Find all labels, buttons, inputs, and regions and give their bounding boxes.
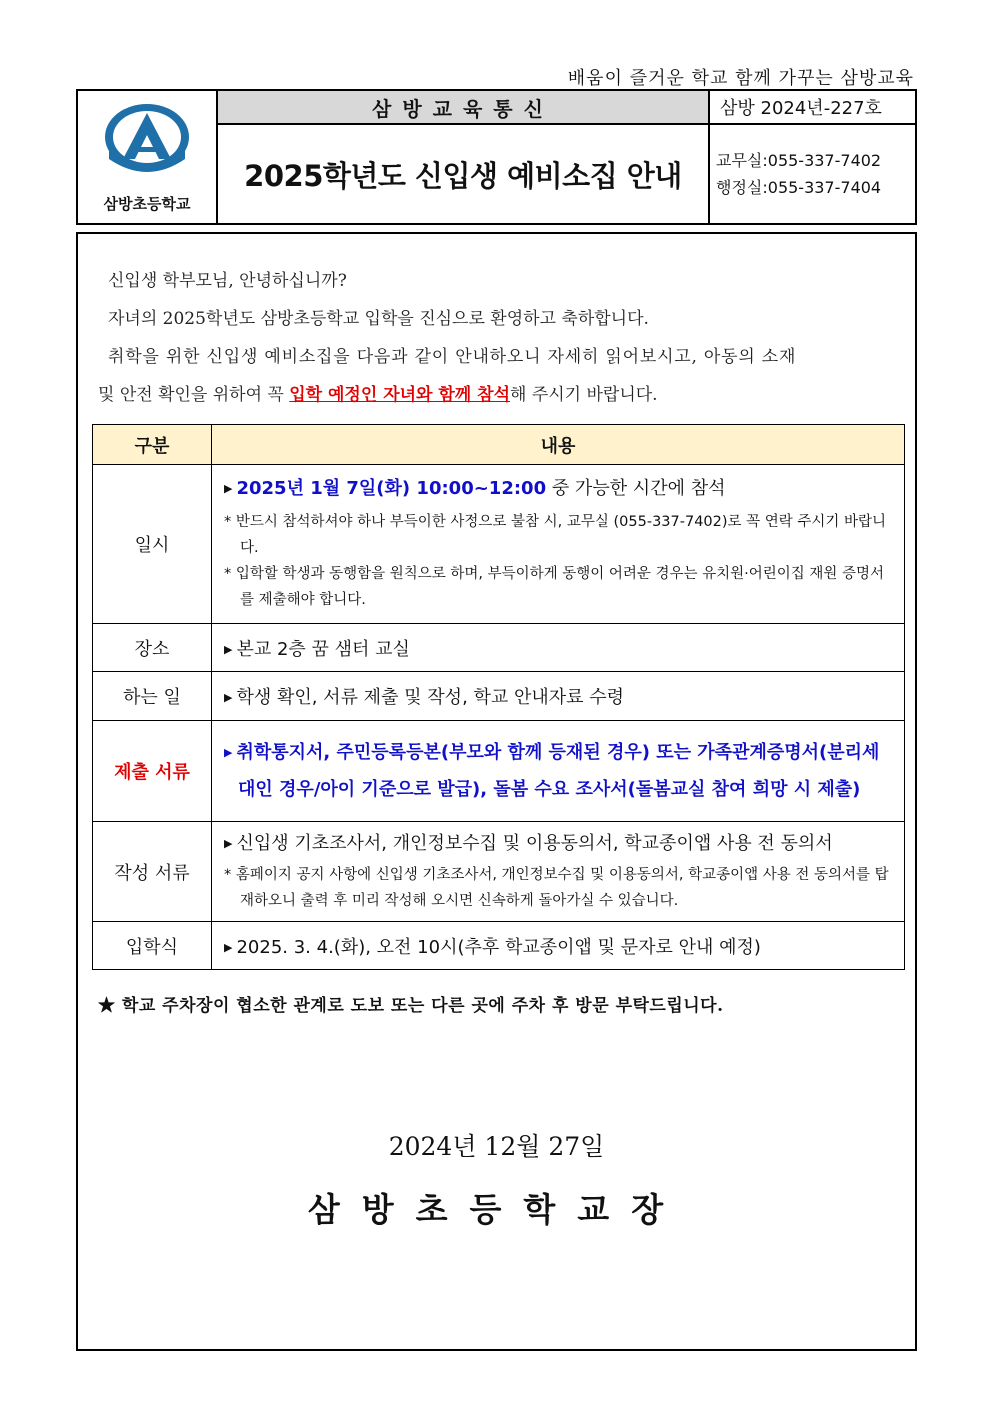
row-label: 하는 일 xyxy=(93,672,212,721)
document-number: 삼방 2024년-227호 xyxy=(710,91,915,125)
row-content xyxy=(212,465,905,624)
document-body xyxy=(76,232,917,1351)
column-header: 구분 xyxy=(93,425,212,465)
table-row xyxy=(93,465,905,624)
intro-line: 취학을 위한 신입생 예비소집을 다음과 같이 안내하오니 자세히 읽어보시고, 아동의 소재 xyxy=(108,347,797,367)
table-row xyxy=(93,721,905,822)
parking-notice: ★ 학교 주차장이 협소한 관계로 도보 또는 다른 곳에 주차 후 방문 부탁드립니다. xyxy=(98,996,724,1016)
schedule-note: * 반드시 참석하셔야 하나 부득이한 사정으로 불참 시, 교무실 (055-337-7402)로 꼭 연락 주시기 바랍니다. xyxy=(224,514,887,556)
triangle-bullet-icon: ▶ xyxy=(224,940,233,954)
intro xyxy=(98,262,898,414)
contact-admin: 행정실:055-337-7404 xyxy=(716,178,882,197)
info-table xyxy=(92,424,905,970)
issue-date: 2024년 12월 27일 xyxy=(388,1132,605,1161)
title-cell xyxy=(218,91,710,223)
row-label: 제출 서류 xyxy=(93,721,212,822)
row-content xyxy=(212,922,905,970)
triangle-bullet-icon: ▶ xyxy=(224,746,233,759)
schedule-datetime: 2025년 1월 7일(화) 10:00~12:00 xyxy=(236,478,547,499)
intro-line: 자녀의 2025학년도 삼방초등학교 입학을 진심으로 환영하고 축하합니다. xyxy=(108,309,649,329)
contacts xyxy=(710,125,915,223)
attendance-highlight: 입학 예정인 자녀와 함께 참석 xyxy=(289,385,510,405)
place-text: 본교 2층 꿈 샘터 교실 xyxy=(236,638,410,660)
logo-cell xyxy=(78,91,218,223)
intro-line: 신입생 학부모님, 안녕하십니까? xyxy=(108,271,347,291)
contact-office: 교무실:055-337-7402 xyxy=(716,151,882,170)
school-name: 삼방초등학교 xyxy=(103,194,191,213)
row-label: 입학식 xyxy=(93,922,212,970)
tasks-text: 학생 확인, 서류 제출 및 작성, 학교 안내자료 수령 xyxy=(236,687,625,708)
row-content xyxy=(212,822,905,922)
info-cell xyxy=(710,91,915,223)
ceremony-text: 2025. 3. 4.(화), 오전 10시(추후 학교종이앱 및 문자로 안내 예정) xyxy=(236,936,761,958)
triangle-bullet-icon: ▶ xyxy=(224,691,233,704)
table-row xyxy=(93,624,905,672)
intro-text: 및 안전 확인을 위하여 꼭 xyxy=(98,385,290,405)
intro-text: 해 주시기 바랍니다. xyxy=(510,385,658,405)
table-header-row xyxy=(93,425,905,465)
newsletter-title: 삼방교육통신 xyxy=(218,91,708,125)
table-row xyxy=(93,672,905,721)
school-logo-icon xyxy=(101,101,193,187)
table-row xyxy=(93,822,905,922)
header xyxy=(76,89,917,225)
row-content xyxy=(212,624,905,672)
row-content xyxy=(212,672,905,721)
principal-signature: 삼방초등학교장 xyxy=(307,1190,686,1229)
triangle-bullet-icon: ▶ xyxy=(224,482,233,495)
row-content xyxy=(212,721,905,822)
triangle-bullet-icon: ▶ xyxy=(224,836,233,850)
column-header: 내용 xyxy=(212,425,905,465)
write-docs-text: 신입생 기초조사서, 개인정보수집 및 이용동의서, 학교종이앱 사용 전 동의서 xyxy=(236,832,833,854)
document-title: 2025학년도 신입생 예비소집 안내 xyxy=(244,158,682,193)
table-row xyxy=(93,922,905,970)
schedule-note: * 입학할 학생과 동행함을 원칙으로 하며, 부득이하게 동행이 어려운 경우는 유치원·어린이집 재원 증명서를 제출해야 합니다. xyxy=(224,566,885,608)
slogan: 배움이 즐거운 학교 함께 가꾸는 삼방교육 xyxy=(567,68,914,89)
row-label: 장소 xyxy=(93,624,212,672)
schedule-rest: 중 가능한 시간에 참석 xyxy=(546,478,726,499)
write-docs-note: * 홈페이지 공지 사항에 신입생 기초조사서, 개인정보수집 및 이용동의서, 학교종이앱 사용 전 동의서를 탑재하오니 출력 후 미리 작성해 오시면 신속하게 돌아가실 수 있습니다. xyxy=(224,866,889,909)
intro-line xyxy=(98,376,898,414)
row-label: 작성 서류 xyxy=(93,822,212,922)
submit-docs-text: 취학통지서, 주민등록등본(부모와 함께 등재된 경우) 또는 가족관계증명서(분리세대인 경우/아이 기준으로 발급), 돌봄 수요 조사서(돌봄교실 참여 희망 시 제출) xyxy=(236,742,880,800)
triangle-bullet-icon: ▶ xyxy=(224,642,233,656)
row-label: 일시 xyxy=(93,465,212,624)
